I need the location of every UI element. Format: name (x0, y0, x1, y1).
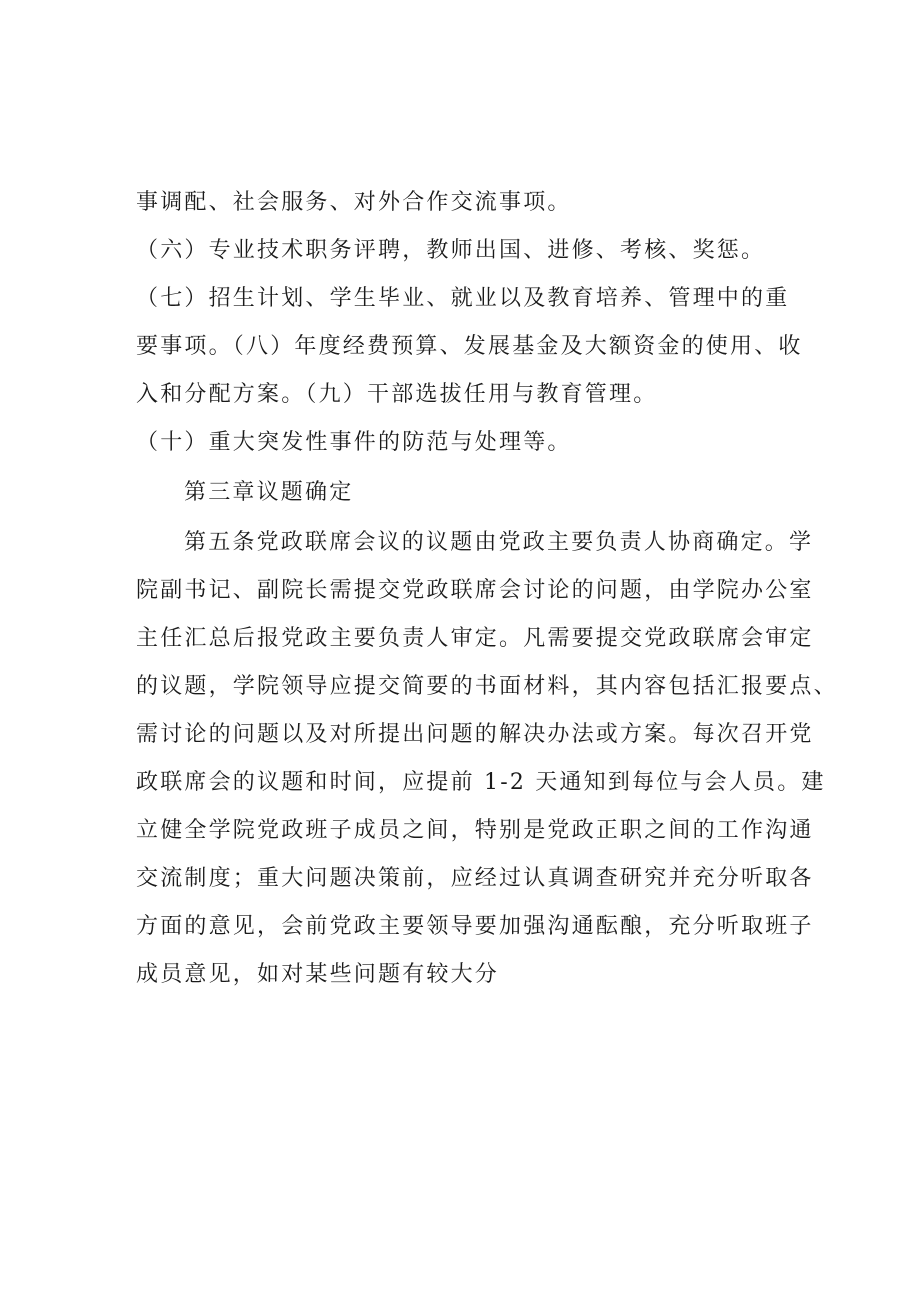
text-line: （六）专业技术职务评聘，教师出国、进修、考核、奖惩。 (136, 238, 766, 263)
text-line: 交流制度；重大问题决策前，应经过认真调查研究并充分听取各 (136, 866, 814, 891)
text-line: 立健全学院党政班子成员之间，特别是党政正职之间的工作沟通 (136, 818, 814, 843)
chapter-heading: 第三章议题确定 (184, 480, 354, 505)
text-line: 需讨论的问题以及对所提出问题的解决办法或方案。每次召开党 (136, 722, 814, 747)
text-line: （十）重大突发性事件的防范与处理等。 (136, 430, 572, 455)
text-line: 事调配、社会服务、对外合作交流事项。 (136, 190, 572, 215)
text-line: 成员意见，如对某些问题有较大分 (136, 962, 500, 987)
text-line: 第五条党政联席会议的议题由党政主要负责人协商确定。学 (184, 530, 814, 555)
text-line: 主任汇总后报党政主要负责人审定。凡需要提交党政联席会审定 (136, 626, 814, 651)
text-line: 要事项。（八）年度经费预算、发展基金及大额资金的使用、收 (136, 334, 803, 359)
text-line: 的议题，学院领导应提交简要的书面材料，其内容包括汇报要点、 (136, 674, 838, 699)
text-line: 院副书记、副院长需提交党政联席会讨论的问题，由学院办公室 (136, 578, 814, 603)
text-line: （七）招生计划、学生毕业、就业以及教育培养、管理中的重 (136, 286, 790, 311)
text-line: 入和分配方案。（九）干部选拔任用与教育管理。 (136, 382, 658, 407)
text-line: 政联席会的议题和时间，应提前 1-2 天通知到每位与会人员。建 (136, 770, 826, 795)
text-line: 方面的意见，会前党政主要领导要加强沟通酝酿，充分听取班子 (136, 914, 814, 939)
